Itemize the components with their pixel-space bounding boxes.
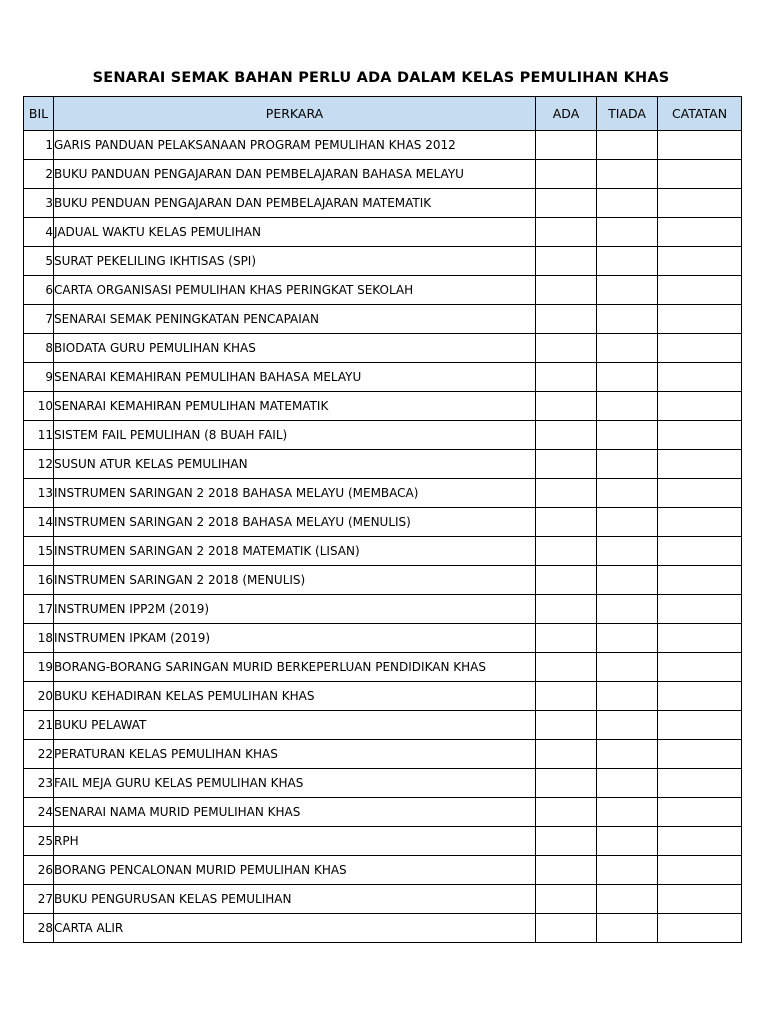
row-number: 1 xyxy=(24,131,54,160)
row-number: 26 xyxy=(24,856,54,885)
tiada-cell[interactable] xyxy=(597,914,658,943)
table-row xyxy=(24,885,742,914)
ada-cell[interactable] xyxy=(536,624,597,653)
tiada-cell[interactable] xyxy=(597,276,658,305)
tiada-cell[interactable] xyxy=(597,566,658,595)
catatan-cell[interactable] xyxy=(658,885,742,914)
row-number: 4 xyxy=(24,218,54,247)
ada-cell[interactable] xyxy=(536,885,597,914)
table-row xyxy=(24,334,742,363)
row-number: 24 xyxy=(24,798,54,827)
item-description: INSTRUMEN SARINGAN 2 2018 BAHASA MELAYU (MENULIS) xyxy=(54,508,536,537)
row-number: 11 xyxy=(24,421,54,450)
item-description: INSTRUMEN IPP2M (2019) xyxy=(54,595,536,624)
tiada-cell[interactable] xyxy=(597,392,658,421)
tiada-cell[interactable] xyxy=(597,653,658,682)
catatan-cell[interactable] xyxy=(658,856,742,885)
item-description: PERATURAN KELAS PEMULIHAN KHAS xyxy=(54,740,536,769)
item-description: SENARAI KEMAHIRAN PEMULIHAN MATEMATIK xyxy=(54,392,536,421)
row-number: 5 xyxy=(24,247,54,276)
tiada-cell[interactable] xyxy=(597,131,658,160)
tiada-cell[interactable] xyxy=(597,247,658,276)
tiada-cell[interactable] xyxy=(597,479,658,508)
table-row xyxy=(24,740,742,769)
row-number: 21 xyxy=(24,711,54,740)
ada-cell[interactable] xyxy=(536,363,597,392)
ada-cell[interactable] xyxy=(536,653,597,682)
item-description: INSTRUMEN SARINGAN 2 2018 BAHASA MELAYU (MEMBACA) xyxy=(54,479,536,508)
row-number: 2 xyxy=(24,160,54,189)
ada-cell[interactable] xyxy=(536,740,597,769)
tiada-cell[interactable] xyxy=(597,682,658,711)
item-description: SENARAI NAMA MURID PEMULIHAN KHAS xyxy=(54,798,536,827)
item-description: INSTRUMEN IPKAM (2019) xyxy=(54,624,536,653)
item-description: BORANG PENCALONAN MURID PEMULIHAN KHAS xyxy=(54,856,536,885)
item-description: GARIS PANDUAN PELAKSANAAN PROGRAM PEMULIHAN KHAS 2012 xyxy=(54,131,536,160)
ada-cell[interactable] xyxy=(536,218,597,247)
header-bil: BIL xyxy=(24,97,54,131)
tiada-cell[interactable] xyxy=(597,711,658,740)
table-row xyxy=(24,682,742,711)
ada-cell[interactable] xyxy=(536,392,597,421)
item-description: BUKU PELAWAT xyxy=(54,711,536,740)
tiada-cell[interactable] xyxy=(597,305,658,334)
item-description: JADUAL WAKTU KELAS PEMULIHAN xyxy=(54,218,536,247)
row-number: 20 xyxy=(24,682,54,711)
table-row xyxy=(24,189,742,218)
catatan-cell[interactable] xyxy=(658,189,742,218)
item-description: CARTA ALIR xyxy=(54,914,536,943)
catatan-cell[interactable] xyxy=(658,305,742,334)
ada-cell[interactable] xyxy=(536,595,597,624)
table-row xyxy=(24,218,742,247)
table-row xyxy=(24,479,742,508)
row-number: 12 xyxy=(24,450,54,479)
catatan-cell[interactable] xyxy=(658,537,742,566)
row-number: 25 xyxy=(24,827,54,856)
catatan-cell[interactable] xyxy=(658,131,742,160)
ada-cell[interactable] xyxy=(536,711,597,740)
catatan-cell[interactable] xyxy=(658,827,742,856)
ada-cell[interactable] xyxy=(536,131,597,160)
table-row xyxy=(24,160,742,189)
catatan-cell[interactable] xyxy=(658,276,742,305)
header-catatan: CATATAN xyxy=(658,97,742,131)
catatan-cell[interactable] xyxy=(658,740,742,769)
ada-cell[interactable] xyxy=(536,856,597,885)
ada-cell[interactable] xyxy=(536,334,597,363)
row-number: 28 xyxy=(24,914,54,943)
ada-cell[interactable] xyxy=(536,682,597,711)
catatan-cell[interactable] xyxy=(658,363,742,392)
ada-cell[interactable] xyxy=(536,827,597,856)
tiada-cell[interactable] xyxy=(597,421,658,450)
tiada-cell[interactable] xyxy=(597,508,658,537)
tiada-cell[interactable] xyxy=(597,885,658,914)
row-number: 19 xyxy=(24,653,54,682)
header-perkara: PERKARA xyxy=(54,97,536,131)
catatan-cell[interactable] xyxy=(658,450,742,479)
table-row xyxy=(24,131,742,160)
ada-cell[interactable] xyxy=(536,479,597,508)
header-ada: ADA xyxy=(536,97,597,131)
catatan-cell[interactable] xyxy=(658,334,742,363)
item-description: BUKU PENDUAN PENGAJARAN DAN PEMBELAJARAN MATEMATIK xyxy=(54,189,536,218)
tiada-cell[interactable] xyxy=(597,537,658,566)
table-row xyxy=(24,914,742,943)
ada-cell[interactable] xyxy=(536,566,597,595)
tiada-cell[interactable] xyxy=(597,827,658,856)
table-row xyxy=(24,508,742,537)
catatan-cell[interactable] xyxy=(658,479,742,508)
table-row xyxy=(24,711,742,740)
tiada-cell[interactable] xyxy=(597,189,658,218)
ada-cell[interactable] xyxy=(536,769,597,798)
tiada-cell[interactable] xyxy=(597,595,658,624)
tiada-cell[interactable] xyxy=(597,740,658,769)
table-row xyxy=(24,624,742,653)
catatan-cell[interactable] xyxy=(658,624,742,653)
table-row xyxy=(24,363,742,392)
header-row xyxy=(24,97,742,131)
row-number: 9 xyxy=(24,363,54,392)
item-description: SISTEM FAIL PEMULIHAN (8 BUAH FAIL) xyxy=(54,421,536,450)
item-description: FAIL MEJA GURU KELAS PEMULIHAN KHAS xyxy=(54,769,536,798)
catatan-cell[interactable] xyxy=(658,798,742,827)
checklist-table xyxy=(23,96,742,943)
catatan-cell[interactable] xyxy=(658,653,742,682)
item-description: SURAT PEKELILING IKHTISAS (SPI) xyxy=(54,247,536,276)
catatan-cell[interactable] xyxy=(658,682,742,711)
table-row xyxy=(24,798,742,827)
item-description: INSTRUMEN SARINGAN 2 2018 (MENULIS) xyxy=(54,566,536,595)
ada-cell[interactable] xyxy=(536,450,597,479)
row-number: 7 xyxy=(24,305,54,334)
ada-cell[interactable] xyxy=(536,421,597,450)
tiada-cell[interactable] xyxy=(597,798,658,827)
row-number: 14 xyxy=(24,508,54,537)
table-row xyxy=(24,421,742,450)
catatan-cell[interactable] xyxy=(658,711,742,740)
catatan-cell[interactable] xyxy=(658,914,742,943)
row-number: 8 xyxy=(24,334,54,363)
ada-cell[interactable] xyxy=(536,798,597,827)
header-tiada: TIADA xyxy=(597,97,658,131)
item-description: INSTRUMEN SARINGAN 2 2018 MATEMATIK (LISAN) xyxy=(54,537,536,566)
row-number: 17 xyxy=(24,595,54,624)
catatan-cell[interactable] xyxy=(658,566,742,595)
row-number: 6 xyxy=(24,276,54,305)
row-number: 27 xyxy=(24,885,54,914)
table-row xyxy=(24,856,742,885)
table-row xyxy=(24,392,742,421)
ada-cell[interactable] xyxy=(536,508,597,537)
catatan-cell[interactable] xyxy=(658,218,742,247)
item-description: CARTA ORGANISASI PEMULIHAN KHAS PERINGKAT SEKOLAH xyxy=(54,276,536,305)
ada-cell[interactable] xyxy=(536,537,597,566)
row-number: 16 xyxy=(24,566,54,595)
tiada-cell[interactable] xyxy=(597,450,658,479)
table-row xyxy=(24,566,742,595)
catatan-cell[interactable] xyxy=(658,160,742,189)
item-description: BUKU KEHADIRAN KELAS PEMULIHAN KHAS xyxy=(54,682,536,711)
catatan-cell[interactable] xyxy=(658,595,742,624)
table-row xyxy=(24,537,742,566)
tiada-cell[interactable] xyxy=(597,218,658,247)
row-number: 3 xyxy=(24,189,54,218)
catatan-cell[interactable] xyxy=(658,421,742,450)
row-number: 13 xyxy=(24,479,54,508)
item-description: SUSUN ATUR KELAS PEMULIHAN xyxy=(54,450,536,479)
item-description: SENARAI KEMAHIRAN PEMULIHAN BAHASA MELAYU xyxy=(54,363,536,392)
table-row xyxy=(24,305,742,334)
item-description: BORANG-BORANG SARINGAN MURID BERKEPERLUAN PENDIDIKAN KHAS xyxy=(54,653,536,682)
ada-cell[interactable] xyxy=(536,305,597,334)
catatan-cell[interactable] xyxy=(658,247,742,276)
item-description: BIODATA GURU PEMULIHAN KHAS xyxy=(54,334,536,363)
row-number: 15 xyxy=(24,537,54,566)
table-row xyxy=(24,827,742,856)
table-row xyxy=(24,769,742,798)
tiada-cell[interactable] xyxy=(597,160,658,189)
row-number: 23 xyxy=(24,769,54,798)
row-number: 10 xyxy=(24,392,54,421)
table-row xyxy=(24,653,742,682)
tiada-cell[interactable] xyxy=(597,769,658,798)
catatan-cell[interactable] xyxy=(658,508,742,537)
catatan-cell[interactable] xyxy=(658,769,742,798)
table-row xyxy=(24,247,742,276)
row-number: 22 xyxy=(24,740,54,769)
ada-cell[interactable] xyxy=(536,247,597,276)
ada-cell[interactable] xyxy=(536,160,597,189)
ada-cell[interactable] xyxy=(536,189,597,218)
tiada-cell[interactable] xyxy=(597,856,658,885)
item-description: RPH xyxy=(54,827,536,856)
tiada-cell[interactable] xyxy=(597,363,658,392)
table-row xyxy=(24,595,742,624)
table-row xyxy=(24,450,742,479)
ada-cell[interactable] xyxy=(536,914,597,943)
table-row xyxy=(24,276,742,305)
row-number: 18 xyxy=(24,624,54,653)
tiada-cell[interactable] xyxy=(597,624,658,653)
ada-cell[interactable] xyxy=(536,276,597,305)
item-description: SENARAI SEMAK PENINGKATAN PENCAPAIAN xyxy=(54,305,536,334)
item-description: BUKU PANDUAN PENGAJARAN DAN PEMBELAJARAN BAHASA MELAYU xyxy=(54,160,536,189)
tiada-cell[interactable] xyxy=(597,334,658,363)
catatan-cell[interactable] xyxy=(658,392,742,421)
item-description: BUKU PENGURUSAN KELAS PEMULIHAN xyxy=(54,885,536,914)
table-body xyxy=(24,131,742,943)
page-title: SENARAI SEMAK BAHAN PERLU ADA DALAM KELAS PEMULIHAN KHAS xyxy=(92,70,670,86)
